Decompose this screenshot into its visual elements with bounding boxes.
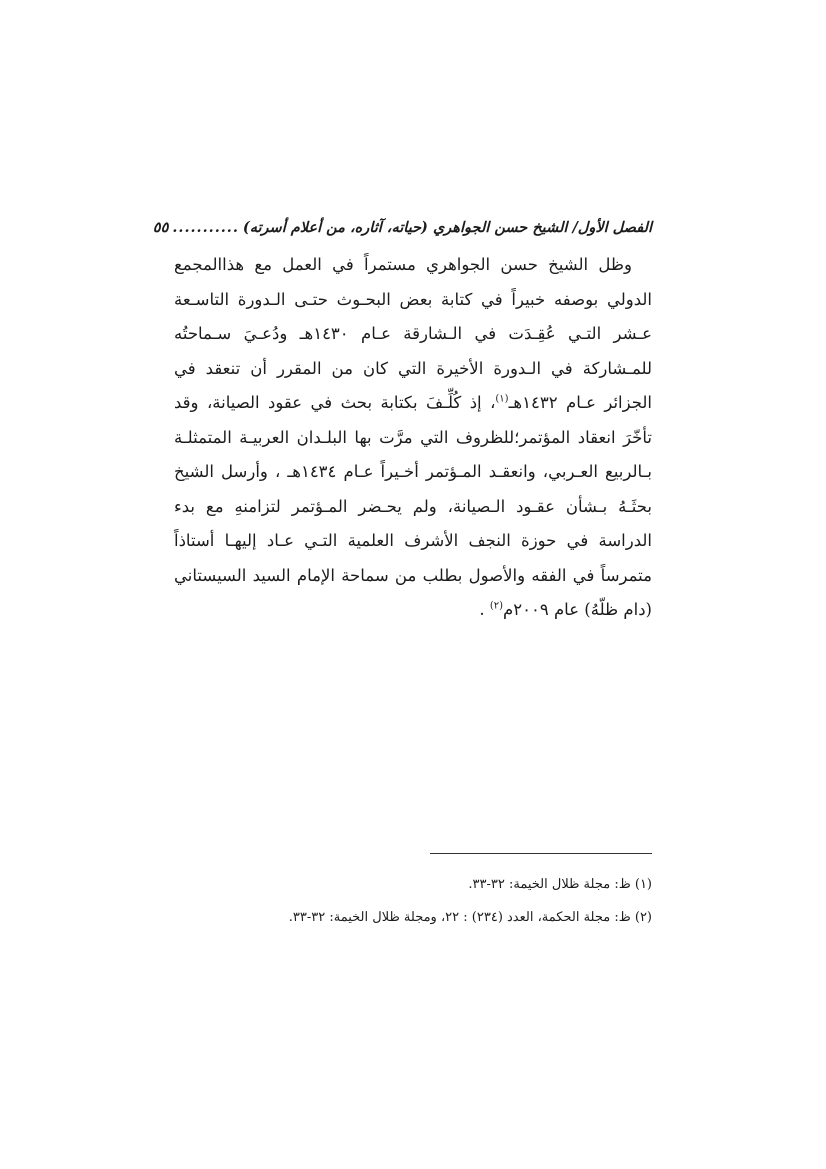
footnote-ref-1: (١) <box>495 393 509 405</box>
running-header <box>152 212 652 242</box>
page-number: ٥٥ <box>152 218 169 236</box>
footnote-2: (٢) ظ: مجلة الحكمة، العدد (٢٣٤) : ٢٢، ومجلة ظلال الخيمة: ٣٢-٣٣. <box>288 910 652 925</box>
footnote-ref-2: (٢) <box>489 600 504 612</box>
footnotes <box>174 868 652 934</box>
body-segment-1: وظل الشيخ حسن الجواهري مستمراً في العمل مع هذاالمجمع الدولي بوصفه خبيراً في كتابة بعض البحـوث حتـى الـدورة التاسـعة عـشر التـي عُقِـدَت في الـشارقة عـام ١٤٣٠هـ ودُعـيَ سـماحتُه للمـشاركة في الـدورة الأخيرة التي كان من المقرر أن تنعقد في الجزائر عـام ١٤٣٢هـ <box>174 255 652 412</box>
body-paragraph <box>174 248 652 628</box>
footnote-1: (١) ظ: مجلة ظلال الخيمة: ٣٢-٣٣. <box>468 877 652 892</box>
body-segment-2: ، إذ كُلِّـفَ بكتابة بحث في عقود الصيانة، وقد تأخّرَ انعقاد المؤتمر؛للظروف التي مرَّت بها البلـدان العربيـة المتمثلـة بـالربيع العـربي، وانعقـد المـؤتمر أخـيراً عـام ١٤٣٤هـ ، وأرسل الشيخ بحثَـهُ بـشأن عقـود الـصيانة، ولم يحـضر المـؤتمر لتزامنهِ مع بدء الدراسة في حوزة النجف الأشرف العلمية التـي عـاد إليهـا أستاذاً متمرساً في الفقه والأصول بطلب من سماحة الإمام السيد السيستاني (دام ظلّهُ) عام ٢٠٠٩م <box>174 393 652 619</box>
footnote-separator <box>430 853 652 854</box>
chapter-title: الفصل الأول/ الشيخ حسن الجواهري (حياته، آثاره، من أعلام أسرته) <box>242 218 652 236</box>
body-segment-3: . <box>479 600 490 619</box>
body-text <box>174 248 652 628</box>
header-leader-dots: ........... <box>172 218 239 236</box>
